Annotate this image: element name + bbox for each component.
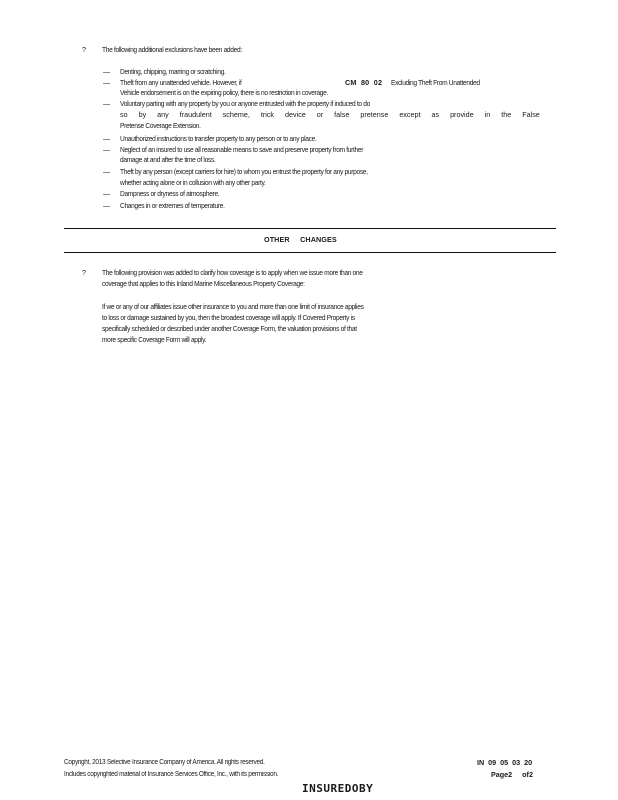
copyright-text: Copyright, 2013 Selective Insurance Company of America. All rights reserved. [64, 759, 265, 766]
dash-icon: — [103, 167, 111, 176]
brand-watermark: INSUREDOBY [302, 782, 374, 795]
exclusion-item-2-line2: Vehicle endorsement is on the expiring policy, there is no restriction in coverage. [120, 88, 329, 97]
exclusion-item-7: Dampness or dryness of atmosphere. [120, 189, 220, 198]
dash-icon: — [103, 134, 111, 143]
dash-icon: — [103, 189, 111, 198]
dash-icon: — [103, 145, 111, 154]
section-heading: OTHER CHANGES [264, 235, 337, 244]
divider [64, 252, 556, 253]
exclusion-item-2-tail: Excluding Theft From Unattended [391, 78, 480, 87]
dash-icon: — [103, 78, 111, 87]
divider [64, 228, 556, 229]
provision-line-1: The following provision was added to clarify how coverage is to apply when we issue more than one [102, 268, 363, 277]
form-code: CM 80 02 [345, 78, 383, 87]
dash-icon: — [103, 67, 111, 76]
provision-quote-3: specifically scheduled or described under another Coverage Form, the valuation provisions of that [102, 324, 357, 333]
provision-quote-4: more specific Coverage Form will apply. [102, 335, 207, 344]
exclusions-intro: The following additional exclusions have been added: [102, 45, 242, 54]
bullet-icon: ? [82, 45, 86, 54]
includes-text: Includes copyrighted material of Insurance Services Office, Inc., with its permission. [64, 771, 279, 778]
provision-line-2: coverage that applies to this Inland Marine Miscellaneous Property Coverage: [102, 279, 305, 288]
exclusion-item-6: Theft by any person (except carriers for hire) to whom you entrust the property for any purpose, [120, 167, 368, 176]
provision-quote-2: to loss or damage sustained by you, then the broadest coverage will apply. If Covered Property is [102, 313, 355, 322]
exclusion-item-3-line2: so by any fraudulent scheme, trick device or false pretense except as provide in the False [120, 110, 540, 119]
exclusion-item-5: Neglect of an insured to use all reasonable means to save and preserve property from further [120, 145, 364, 154]
exclusion-item-3-line3: Pretense Coverage Extension. [120, 121, 201, 130]
exclusion-item-4: Unauthorized instructions to transfer property to any person or to any place. [120, 134, 317, 143]
exclusion-item-2: Theft from any unattended vehicle. However, if [120, 78, 242, 87]
exclusion-item-1: Denting, chipping, marring or scratching. [120, 67, 226, 76]
form-number: IN 09 05 03 20 [477, 758, 533, 767]
dash-icon: — [103, 99, 111, 108]
exclusion-item-5-line2: damage at and after the time of loss. [120, 155, 216, 164]
exclusion-item-8: Changes in or extremes of temperature. [120, 201, 225, 210]
dash-icon: — [103, 201, 111, 210]
provision-quote-1: If we or any of our affiliates issue other insurance to you and more than one limit of insurance applies [102, 302, 364, 311]
exclusion-item-6-line2: whether acting alone or in collusion with any other party. [120, 178, 266, 187]
page-number: Page2 of2 [491, 770, 533, 779]
exclusion-item-3: Voluntary parting with any property by you or anyone entrusted with the property if induced to do [120, 99, 370, 108]
bullet-icon: ? [82, 268, 86, 277]
